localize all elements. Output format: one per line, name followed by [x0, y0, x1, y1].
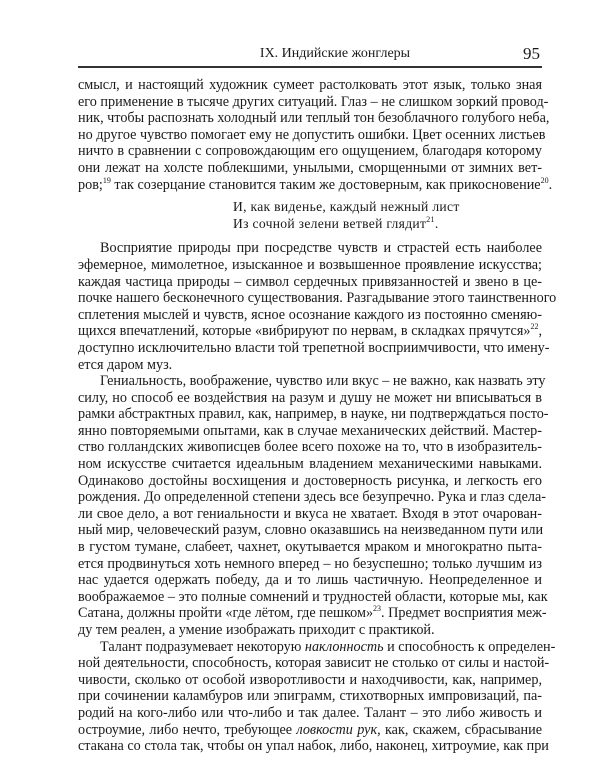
text-run: сплетения мыслей и чувств, ясное осознание каждого из постоянно сменяю-: [78, 306, 542, 323]
text-line: [78, 539, 542, 556]
text-run: ный мир, человеческий разум, словно оказавшись на неизведанном пути или: [78, 522, 544, 539]
text-line: [78, 110, 550, 127]
paragraph: [78, 240, 557, 373]
footnote-ref: 20: [540, 175, 549, 185]
text-line: [78, 160, 542, 177]
text-line: [78, 216, 542, 233]
text-run: ничто в сравнении с сопровождающим его ощущением, благодаря которому: [78, 143, 542, 160]
text-run: ном искусстве считается идеальным владением механическими навыками.: [78, 456, 542, 473]
text-line: [78, 175, 553, 194]
text-line: [78, 688, 542, 705]
text-run: чивости, сколько от особой изворотливости и находчивости, как, например,: [78, 671, 542, 688]
text-run: Одинаково достойны восхищения и достоверность рисунка, и легкость его: [78, 472, 542, 489]
text-run: остроумие, либо нечто, требующее: [78, 721, 297, 738]
text-line: [78, 705, 542, 722]
text-run: его применение в тысяче других ситуаций. Глаз – не слишком зоркий провод-: [78, 93, 549, 110]
page-body: [78, 77, 557, 755]
emphasis: ловкости рук: [296, 721, 378, 738]
text-run: щихся впечатлений, которые «вибрируют по нервам, в складках прячутся»: [78, 323, 531, 340]
chapter-title: IX. Индийские жонглеры: [259, 46, 411, 61]
text-run: стакана со стола так, чтобы он упал набок, либо, наконец, хитроумие, как при: [78, 738, 549, 755]
text-line: [78, 77, 542, 94]
text-line: [78, 655, 550, 672]
text-run: , как, скажем, сбрасывание: [377, 721, 543, 738]
text-run: ство голландских живописцев более всего похоже на то, что в изобразитель-: [78, 439, 542, 456]
text-line: [78, 738, 549, 755]
text-line: [78, 489, 546, 506]
text-run: ду тем реален, а умение изображать приходит с практикой.: [78, 622, 435, 638]
text-line: [78, 240, 542, 257]
text-run: почке нашего бесконечного существования. Разгадывание этого таинственного: [78, 290, 557, 307]
paragraph: [78, 77, 553, 193]
text-line: [78, 274, 542, 291]
text-line: [78, 588, 548, 606]
text-line: [78, 722, 542, 739]
text-line: [78, 93, 549, 111]
running-header: [78, 44, 542, 68]
text-run: в густом тумане, слабеет, чахнет, окутывается мраком и многократно пыта-: [78, 539, 542, 556]
text-line: [78, 638, 556, 656]
text-line: [78, 572, 542, 589]
paragraph: [78, 373, 549, 639]
text-run: Сатана, должны пройти «где лётом, где пешком»: [78, 605, 374, 622]
text-run: .: [548, 176, 553, 193]
footnote-ref: 21: [426, 214, 435, 224]
text-line: [78, 257, 542, 274]
text-run: .: [434, 215, 439, 231]
text-run: силу, но способ ее воздействия на разум и душу не может ни вписываться в: [78, 389, 542, 406]
text-line: [78, 373, 546, 390]
text-run: Талант подразумевает некоторую: [100, 638, 305, 655]
text-run: ник, чтобы распознать холодный или теплый тон безоблачного голубого неба,: [78, 110, 550, 127]
text-run: ется даром муз.: [78, 356, 173, 373]
text-line: [78, 406, 549, 423]
text-run: и способность к определен-: [383, 638, 556, 655]
text-line: [78, 423, 542, 440]
text-line: [78, 323, 542, 340]
text-run: так созерцание становится таким же достоверным, как прикосновение: [110, 176, 541, 193]
text-run: эфемерное, мимолетное, изысканное и возвышенное проявление искусства;: [78, 256, 542, 273]
text-line: [78, 439, 542, 456]
text-run: янно повторяемыми опытами, как в случае механических действий. Мастер-: [78, 422, 542, 439]
text-line: [78, 357, 542, 374]
text-run: воображаемое – это полные сомнений и трудностей области, которые мы, как: [78, 588, 548, 605]
text-run: ,: [538, 323, 542, 340]
text-run: ров;: [78, 176, 103, 193]
text-run: нас удается одержать победу, да и то лишь частичную. Неопределенное и: [78, 572, 542, 589]
text-run: родий на кого-либо или что-либо и так далее. Талант – это либо живость и: [78, 704, 542, 721]
text-line: [78, 604, 547, 622]
text-run: каждая частица природы – символ сердечных привязанностей и звено в це-: [78, 273, 542, 290]
verse-quote: [78, 199, 542, 232]
text-run: ли свое дело, а вот гениальности и вкуса не хватает. Входя в этот очарован-: [78, 505, 542, 522]
text-run: . Предмет восприятия меж-: [381, 605, 547, 622]
text-line: [78, 390, 542, 407]
text-line: [78, 456, 542, 473]
text-run: смысл, и настоящий художник сумеет растолковать этот язык, только зная: [78, 77, 542, 93]
text-line: [78, 522, 542, 539]
emphasis: наклонность: [304, 638, 384, 655]
text-line: [78, 307, 542, 324]
text-run: при сочинении каламбуров или эпиграмм, стихотворных импровизаций, па-: [78, 688, 542, 705]
page-number: 95: [523, 44, 540, 63]
footnote-ref: 23: [373, 604, 382, 614]
text-line: [78, 290, 557, 307]
text-run: Гениальность, воображение, чувство или вкус – не важно, как назвать эту: [100, 373, 546, 390]
text-run: рамки абстрактных правил, как, например, в науке, ни подтверждаться посто-: [78, 406, 549, 423]
text-run: ется продвинуться хоть немного вперед – но безуспешно; только лучшим из: [78, 555, 542, 572]
text-run: доступно исключительно власти той трепетной восприимчивости, что имену-: [78, 339, 550, 356]
text-line: [78, 199, 542, 216]
text-line: [78, 506, 542, 523]
footnote-ref: 22: [530, 322, 539, 332]
text-run: они лежат на холсте поблекшими, унылыми, сморщенными от зимних вет-: [78, 159, 542, 176]
text-line: [78, 556, 542, 573]
text-run: но другое чувство помогает ему не допустить ошибки. Цвет осенних листьев: [78, 126, 546, 143]
text-run: ной деятельности, способность, которая зависит не столько от силы и настой-: [78, 655, 550, 672]
text-line: [78, 473, 542, 490]
footnote-ref: 19: [102, 175, 111, 185]
text-line: [78, 126, 546, 144]
text-run: рождения. До определенной степени здесь все безупречно. Рука и глаз сдела-: [78, 489, 546, 506]
text-line: [78, 672, 542, 689]
text-line: [78, 339, 550, 357]
text-run: Из сочной зелени ветвей глядит: [233, 215, 427, 231]
text-line: [78, 622, 542, 639]
paragraph: [78, 638, 556, 755]
text-run: И, как виденье, каждый нежный лист: [233, 199, 460, 215]
text-run: Восприятие природы при посредстве чувств и страстей есть наиболее: [100, 240, 542, 257]
text-line: [78, 143, 542, 160]
